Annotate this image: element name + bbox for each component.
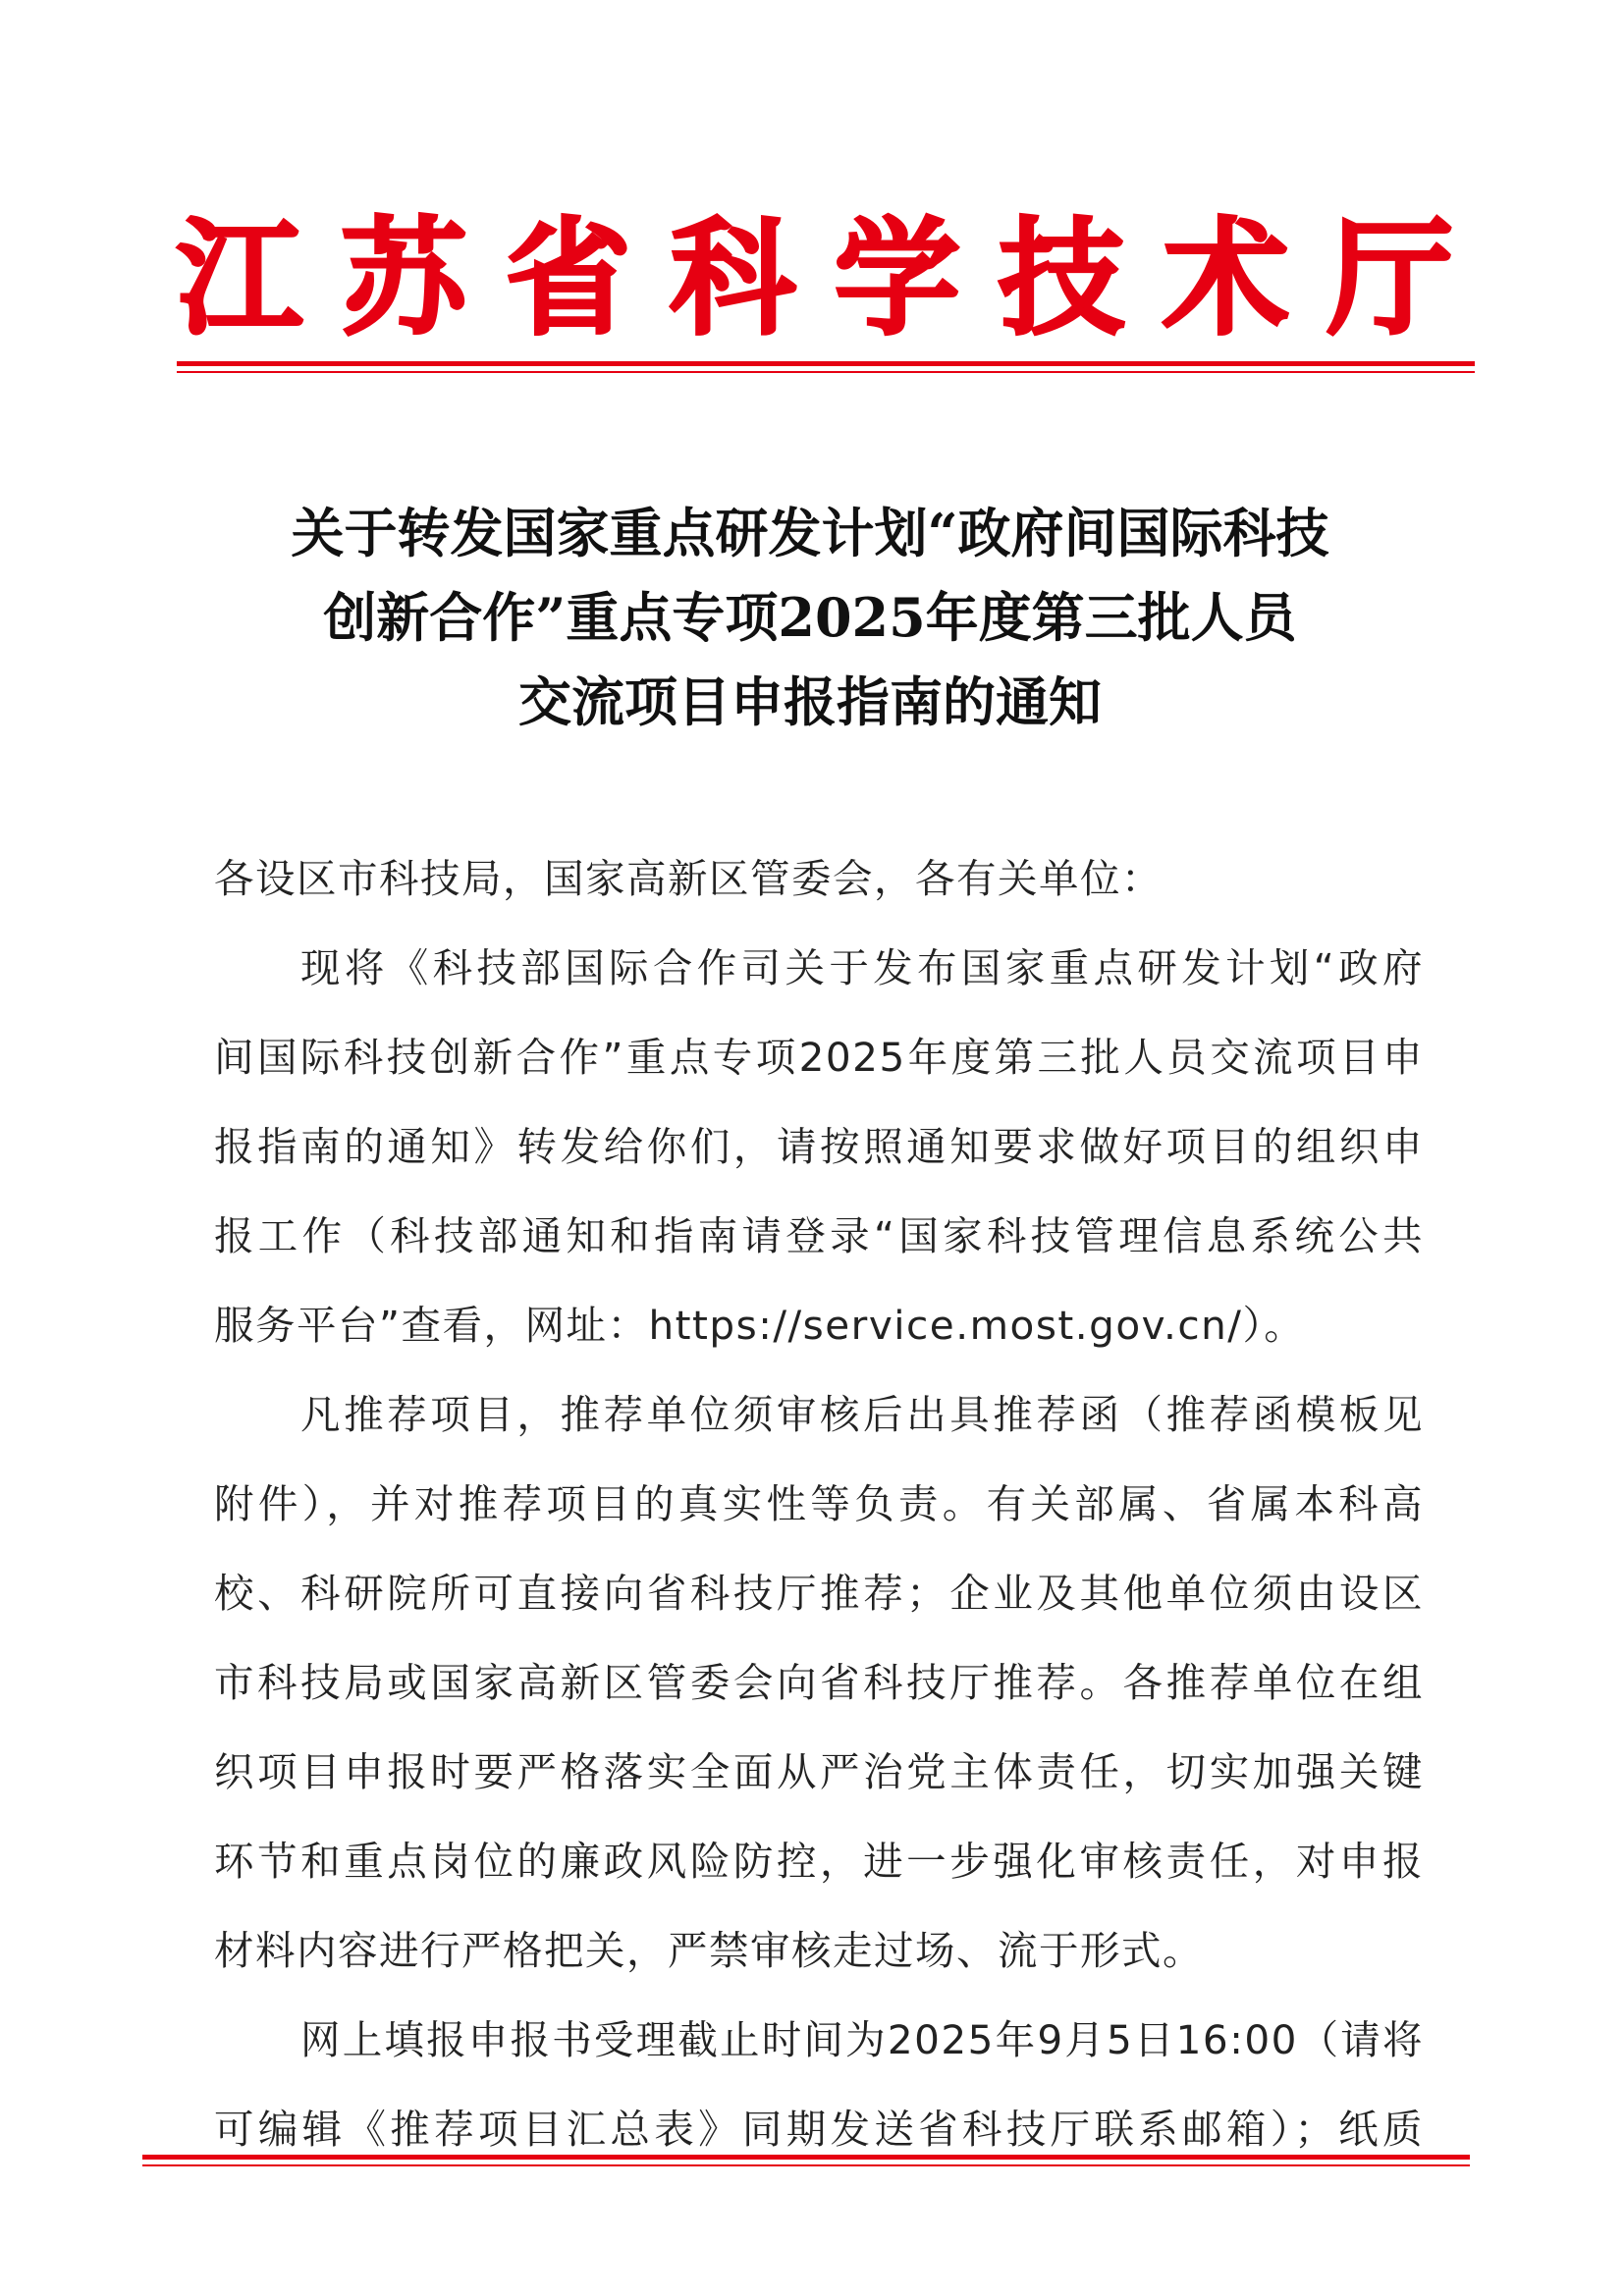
body-line: 校、科研院所可直接向省科技厅推荐；企业及其他单位须由设区 [214, 1570, 1424, 1617]
document-body [214, 834, 1424, 2174]
body-line: 凡推荐项目，推荐单位须审核后出具推荐函（推荐函模板见 [300, 1391, 1424, 1438]
body-line: 可编辑《推荐项目汇总表》同期发送省科技厅联系邮箱）；纸质 [214, 2106, 1424, 2153]
body-line: 环节和重点岗位的廉政风险防控，进一步强化审核责任，对申报 [214, 1838, 1424, 1885]
body-line: 服务平台”查看，网址：https://service.most.gov.cn/）。 [214, 1302, 1306, 1349]
masthead-char: 技 [999, 206, 1125, 352]
footer-divider-thin [142, 2164, 1470, 2166]
body-line: 报指南的通知》转发给你们，请按照通知要求做好项目的组织申 [214, 1123, 1424, 1170]
masthead-title [177, 201, 1453, 358]
title-line: 交流项目申报指南的通知 [518, 670, 1102, 733]
masthead-char: 厅 [1326, 206, 1453, 352]
masthead-char: 省 [505, 206, 631, 352]
body-line: 市科技局或国家高新区管委会向省科技厅推荐。各推荐单位在组 [214, 1659, 1424, 1706]
masthead-char: 科 [670, 206, 796, 352]
body-line: 报工作（科技部通知和指南请登录“国家科技管理信息系统公共 [214, 1212, 1424, 1259]
masthead-divider-thin [177, 371, 1475, 373]
masthead-divider-thick [177, 361, 1475, 366]
masthead-char: 术 [1163, 206, 1289, 352]
body-line: 织项目申报时要严格落实全面从严治党主体责任，切实加强关键 [214, 1748, 1424, 1795]
masthead-char: 苏 [341, 206, 467, 352]
title-line: 关于转发国家重点研发计划“政府间国际科技 [291, 502, 1329, 564]
body-line: 网上填报申报书受理截止时间为2025年9月5日16:00（请将 [300, 2016, 1424, 2063]
title-line: 创新合作”重点专项2025年度第三批人员 [323, 586, 1297, 649]
masthead-char: 江 [177, 206, 303, 352]
document-title [157, 491, 1463, 744]
body-line: 附件），并对推荐项目的真实性等负责。有关部属、省属本科高 [214, 1480, 1424, 1527]
body-line: 间国际科技创新合作”重点专项2025年度第三批人员交流项目申 [214, 1034, 1424, 1081]
footer-divider-thick [142, 2155, 1470, 2160]
salutation: 各设区市科技局，国家高新区管委会，各有关单位： [214, 855, 1163, 902]
masthead-char: 学 [834, 206, 960, 352]
body-line: 现将《科技部国际合作司关于发布国家重点研发计划“政府 [300, 944, 1424, 991]
body-line: 材料内容进行严格把关，严禁审核走过场、流于形式。 [214, 1927, 1204, 1974]
